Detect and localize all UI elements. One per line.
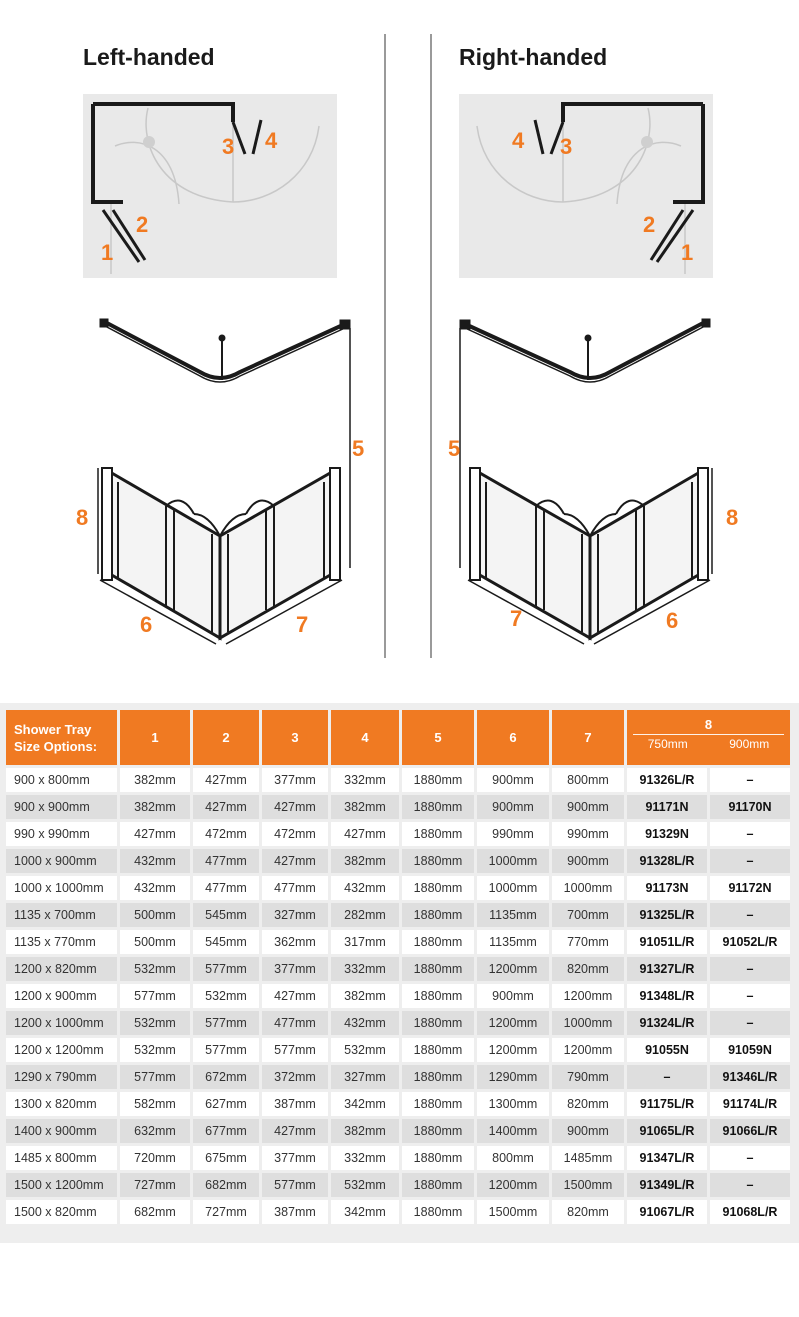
cell-col-3: 377mm [262,1146,328,1170]
cell-col-7: 820mm [552,957,624,981]
table-row [6,984,790,1008]
cell-col-4: 342mm [331,1200,399,1224]
cell-col-4: 332mm [331,957,399,981]
cell-col-7: 820mm [552,1092,624,1116]
cell-col-1: 582mm [120,1092,190,1116]
cell-size: 1000 x 900mm [6,849,117,873]
left-enclosure-label-5: 5 [352,436,365,461]
cell-col-7: 900mm [552,795,624,819]
left-plan-label-3: 3 [222,134,235,159]
cell-col-2: 577mm [193,957,259,981]
table-row [6,849,790,873]
cell-col-8-750: 91055N [627,1038,707,1062]
table-row [6,822,790,846]
table-header-row [6,710,790,765]
cell-col-1: 532mm [120,1038,190,1062]
cell-col-5: 1880mm [402,768,474,792]
cell-size: 1200 x 1000mm [6,1011,117,1035]
cell-col-8-900: 91346L/R [710,1065,790,1089]
left-plan-label-1: 1 [101,240,114,265]
cell-col-6: 1300mm [477,1092,549,1116]
cell-col-5: 1880mm [402,1146,474,1170]
cell-col-7: 800mm [552,768,624,792]
cell-size: 1485 x 800mm [6,1146,117,1170]
cell-col-2: 577mm [193,1038,259,1062]
table-row [6,903,790,927]
cell-col-8-900: 91068L/R [710,1200,790,1224]
left-enclosure-label-8: 8 [76,505,89,530]
cell-col-1: 577mm [120,1065,190,1089]
cell-col-4: 317mm [331,930,399,954]
cell-col-2: 672mm [193,1065,259,1089]
cell-col-2: 477mm [193,876,259,900]
center-divider-left [384,34,386,658]
cell-col-5: 1880mm [402,1065,474,1089]
cell-col-6: 800mm [477,1146,549,1170]
cell-col-6: 1000mm [477,849,549,873]
cell-col-2: 682mm [193,1173,259,1197]
cell-col-2: 477mm [193,849,259,873]
left-plan-label-4: 4 [265,128,278,153]
cell-col-3: 377mm [262,957,328,981]
cell-col-8-900: 91052L/R [710,930,790,954]
cell-col-3: 577mm [262,1038,328,1062]
header-col-5: 5 [402,710,474,765]
table-row [6,768,790,792]
cell-col-5: 1880mm [402,984,474,1008]
cell-col-2: 427mm [193,795,259,819]
cell-size: 900 x 900mm [6,795,117,819]
cell-col-3: 577mm [262,1173,328,1197]
cell-col-7: 1200mm [552,1038,624,1062]
left-handed-title: Left-handed [83,44,215,70]
left-plan-drawing [83,94,337,278]
cell-col-8-750: 91347L/R [627,1146,707,1170]
cell-col-3: 427mm [262,1119,328,1143]
cell-col-8-900: – [710,1146,790,1170]
cell-col-7: 1200mm [552,984,624,1008]
cell-size: 1400 x 900mm [6,1119,117,1143]
table-row [6,795,790,819]
cell-size: 1135 x 700mm [6,903,117,927]
left-enclosure-diagram [70,300,370,660]
cell-col-8-750: 91173N [627,876,707,900]
header-size-options [6,710,117,765]
cell-col-4: 332mm [331,1146,399,1170]
cell-col-7: 900mm [552,849,624,873]
size-options-table [3,707,793,1227]
cell-col-5: 1880mm [402,1011,474,1035]
right-enclosure-label-7: 7 [510,606,523,631]
cell-col-7: 770mm [552,930,624,954]
header-col-7: 7 [552,710,624,765]
cell-col-4: 532mm [331,1038,399,1062]
cell-size: 1135 x 770mm [6,930,117,954]
cell-col-1: 432mm [120,849,190,873]
right-plan-diagram [459,94,713,278]
header-col-6: 6 [477,710,549,765]
cell-size: 1000 x 1000mm [6,876,117,900]
cell-size: 1290 x 790mm [6,1065,117,1089]
cell-col-1: 432mm [120,876,190,900]
cell-col-7: 790mm [552,1065,624,1089]
cell-col-1: 532mm [120,1011,190,1035]
right-enclosure-label-5: 5 [448,436,461,461]
cell-col-3: 362mm [262,930,328,954]
cell-col-8-750: 91067L/R [627,1200,707,1224]
cell-col-2: 677mm [193,1119,259,1143]
header-col-1: 1 [120,710,190,765]
cell-col-1: 532mm [120,957,190,981]
cell-col-8-750: 91348L/R [627,984,707,1008]
cell-col-5: 1880mm [402,930,474,954]
cell-col-3: 327mm [262,903,328,927]
cell-size: 1500 x 1200mm [6,1173,117,1197]
cell-col-8-900: – [710,822,790,846]
cell-col-8-750: 91326L/R [627,768,707,792]
right-plan-label-1: 1 [681,240,694,265]
right-plan-label-2: 2 [643,212,656,237]
cell-col-3: 427mm [262,849,328,873]
cell-col-8-750: 91349L/R [627,1173,707,1197]
cell-col-8-750: 91175L/R [627,1092,707,1116]
header-col-8-label: 8 [704,717,713,732]
header-size-line1: Shower Tray [14,721,92,737]
cell-col-7: 700mm [552,903,624,927]
header-col-8-sub [627,737,790,751]
cell-col-3: 427mm [262,795,328,819]
cell-col-4: 432mm [331,1011,399,1035]
cell-col-8-900: – [710,768,790,792]
right-plan-label-3: 3 [560,134,573,159]
cell-col-8-900: 91174L/R [710,1092,790,1116]
cell-col-6: 1500mm [477,1200,549,1224]
table-row [6,1173,790,1197]
cell-col-6: 1200mm [477,1038,549,1062]
cell-col-4: 332mm [331,768,399,792]
cell-col-7: 1485mm [552,1146,624,1170]
cell-col-5: 1880mm [402,1038,474,1062]
cell-col-5: 1880mm [402,903,474,927]
cell-col-2: 472mm [193,822,259,846]
cell-col-2: 545mm [193,903,259,927]
cell-col-7: 820mm [552,1200,624,1224]
cell-col-6: 1135mm [477,930,549,954]
cell-col-7: 900mm [552,1119,624,1143]
cell-col-8-750: 91329N [627,822,707,846]
header-col-8-900: 900mm [729,737,770,751]
right-enclosure-diagram [440,300,740,660]
table-row [6,1200,790,1224]
cell-col-6: 1000mm [477,876,549,900]
cell-col-8-900: 91059N [710,1038,790,1062]
header-col-3: 3 [262,710,328,765]
cell-col-2: 427mm [193,768,259,792]
cell-col-4: 432mm [331,876,399,900]
cell-col-5: 1880mm [402,876,474,900]
cell-size: 1300 x 820mm [6,1092,117,1116]
cell-col-1: 427mm [120,822,190,846]
cell-col-3: 372mm [262,1065,328,1089]
cell-col-4: 427mm [331,822,399,846]
cell-size: 900 x 800mm [6,768,117,792]
table-row [6,876,790,900]
cell-size: 990 x 990mm [6,822,117,846]
right-enclosure-label-8: 8 [726,505,739,530]
header-col-2: 2 [193,710,259,765]
cell-size: 1200 x 900mm [6,984,117,1008]
center-divider-right [430,34,432,658]
cell-col-1: 682mm [120,1200,190,1224]
table-row [6,1119,790,1143]
table-row [6,1011,790,1035]
right-handed-title: Right-handed [459,44,608,70]
cell-col-5: 1880mm [402,957,474,981]
cell-col-8-750: 91327L/R [627,957,707,981]
cell-size: 1200 x 1200mm [6,1038,117,1062]
cell-col-8-900: – [710,849,790,873]
cell-col-3: 387mm [262,1092,328,1116]
cell-col-8-750: 91324L/R [627,1011,707,1035]
cell-col-7: 990mm [552,822,624,846]
cell-col-6: 1200mm [477,1011,549,1035]
cell-col-2: 577mm [193,1011,259,1035]
table-body [6,768,790,1224]
cell-col-4: 282mm [331,903,399,927]
cell-col-6: 900mm [477,984,549,1008]
cell-col-1: 500mm [120,930,190,954]
cell-col-8-900: – [710,903,790,927]
cell-col-4: 342mm [331,1092,399,1116]
cell-col-6: 1200mm [477,1173,549,1197]
table-row [6,1065,790,1089]
cell-col-6: 1290mm [477,1065,549,1089]
cell-col-8-750: 91171N [627,795,707,819]
cell-col-4: 382mm [331,849,399,873]
cell-col-6: 900mm [477,768,549,792]
cell-col-8-900: 91170N [710,795,790,819]
cell-col-2: 545mm [193,930,259,954]
header-col-8 [627,710,790,765]
cell-col-6: 900mm [477,795,549,819]
cell-col-8-900: – [710,957,790,981]
cell-col-7: 1500mm [552,1173,624,1197]
cell-col-8-750: 91051L/R [627,930,707,954]
right-enclosure-label-6: 6 [666,608,679,633]
cell-col-3: 472mm [262,822,328,846]
right-plan-drawing [459,94,713,278]
cell-col-1: 720mm [120,1146,190,1170]
cell-col-5: 1880mm [402,795,474,819]
cell-col-8-900: 91066L/R [710,1119,790,1143]
cell-size: 1500 x 820mm [6,1200,117,1224]
left-enclosure-label-6: 6 [140,612,153,637]
cell-col-5: 1880mm [402,1200,474,1224]
cell-col-1: 632mm [120,1119,190,1143]
cell-col-2: 627mm [193,1092,259,1116]
cell-col-7: 1000mm [552,876,624,900]
cell-col-1: 577mm [120,984,190,1008]
cell-col-4: 382mm [331,984,399,1008]
cell-col-8-750: 91065L/R [627,1119,707,1143]
table-row [6,957,790,981]
table-row [6,1146,790,1170]
cell-col-3: 477mm [262,876,328,900]
header-size-line2: Size Options: [14,738,98,754]
cell-col-4: 382mm [331,795,399,819]
cell-col-8-900: – [710,984,790,1008]
cell-col-5: 1880mm [402,1173,474,1197]
cell-col-4: 382mm [331,1119,399,1143]
table-row [6,1092,790,1116]
cell-col-5: 1880mm [402,849,474,873]
cell-col-6: 990mm [477,822,549,846]
cell-col-8-900: – [710,1173,790,1197]
cell-col-4: 327mm [331,1065,399,1089]
cell-col-3: 377mm [262,768,328,792]
header-col-4: 4 [331,710,399,765]
left-enclosure-label-7: 7 [296,612,309,637]
cell-col-7: 1000mm [552,1011,624,1035]
cell-col-8-900: 91172N [710,876,790,900]
right-plan-label-4: 4 [512,128,525,153]
cell-col-2: 532mm [193,984,259,1008]
cell-col-2: 675mm [193,1146,259,1170]
size-options-table-panel [0,703,799,1243]
cell-col-8-750: – [627,1065,707,1089]
header-col-8-750: 750mm [647,737,688,751]
cell-col-8-750: 91325L/R [627,903,707,927]
cell-size: 1200 x 820mm [6,957,117,981]
cell-col-5: 1880mm [402,1119,474,1143]
cell-col-1: 382mm [120,795,190,819]
cell-col-1: 727mm [120,1173,190,1197]
left-plan-diagram [83,94,337,278]
cell-col-8-900: – [710,1011,790,1035]
cell-col-6: 1200mm [477,957,549,981]
cell-col-5: 1880mm [402,822,474,846]
cell-col-5: 1880mm [402,1092,474,1116]
right-enclosure-drawing [440,300,740,660]
cell-col-6: 1135mm [477,903,549,927]
header-col-8-divider [633,734,784,735]
left-enclosure-drawing [70,300,370,660]
cell-col-3: 387mm [262,1200,328,1224]
cell-col-8-750: 91328L/R [627,849,707,873]
cell-col-3: 427mm [262,984,328,1008]
cell-col-4: 532mm [331,1173,399,1197]
cell-col-2: 727mm [193,1200,259,1224]
left-plan-label-2: 2 [136,212,149,237]
cell-col-6: 1400mm [477,1119,549,1143]
cell-col-3: 477mm [262,1011,328,1035]
table-row [6,930,790,954]
cell-col-1: 500mm [120,903,190,927]
table-row [6,1038,790,1062]
cell-col-1: 382mm [120,768,190,792]
